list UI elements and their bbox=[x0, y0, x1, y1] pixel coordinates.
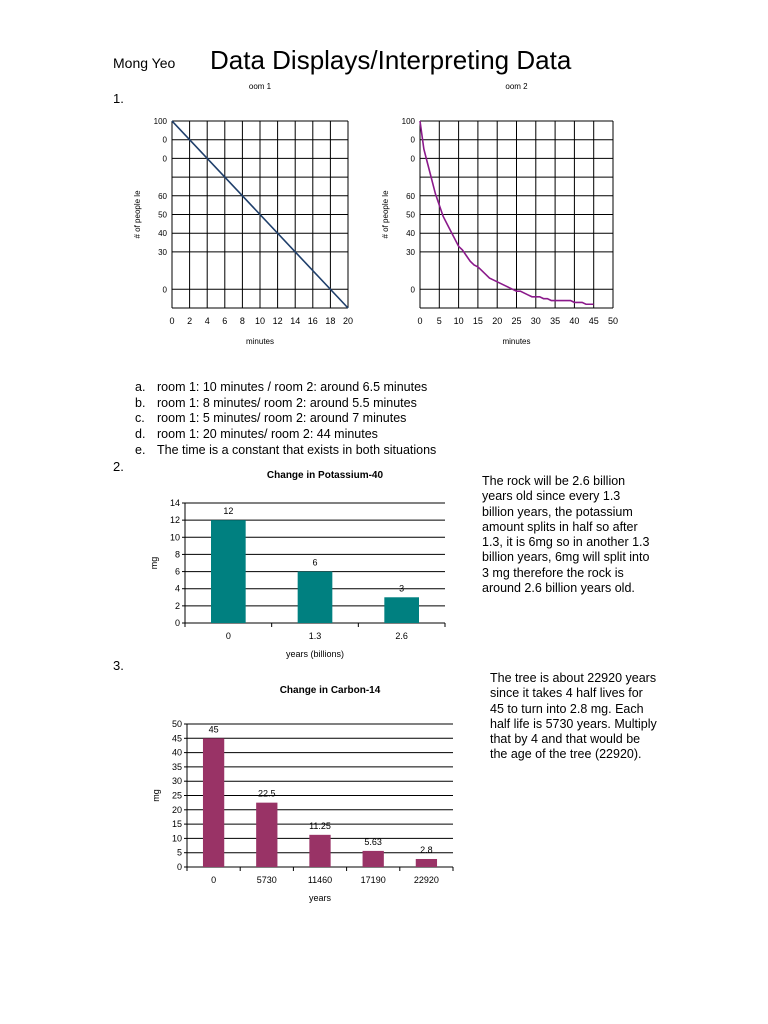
y-tick-label: 60 bbox=[158, 191, 167, 201]
y-tick-label: 0 bbox=[410, 135, 415, 145]
y-tick-label: 30 bbox=[406, 247, 415, 257]
question-2-answer: The rock will be 2.6 billion years old since every 1.3 billion years, the potassium amount splits in half so after 1.3, it is 6mg so in another 1.3 billion years, 6mg will split into 3 mg therefore the rock is around 2.6 billion years old. bbox=[482, 474, 650, 596]
x-tick-label: 40 bbox=[569, 316, 580, 326]
potassium-40-bar-chart bbox=[135, 463, 460, 663]
y-tick-label: 40 bbox=[406, 229, 415, 239]
y-tick-label: 10 bbox=[169, 532, 180, 543]
choice-letter: b. bbox=[135, 395, 146, 410]
bar bbox=[298, 572, 333, 623]
bar bbox=[416, 859, 437, 867]
bar bbox=[309, 835, 330, 867]
x-tick-label: 10 bbox=[254, 316, 266, 326]
question-1-number: 1. bbox=[113, 91, 124, 106]
x-tick-label: 0 bbox=[225, 631, 231, 641]
y-tick-label: 35 bbox=[171, 761, 182, 772]
choice-a bbox=[135, 380, 436, 396]
bar bbox=[211, 520, 246, 623]
bar bbox=[203, 738, 224, 867]
x-tick-label: 35 bbox=[550, 316, 561, 326]
bar bbox=[256, 803, 277, 867]
choice-d bbox=[135, 427, 436, 443]
x-tick-label: 2.6 bbox=[395, 631, 408, 641]
author-name: Mong Yeo bbox=[113, 55, 176, 71]
data-label: 3 bbox=[399, 583, 405, 594]
y-axis-label: # of people le bbox=[133, 190, 142, 239]
choice-e bbox=[135, 443, 436, 459]
y-tick-label: 0 bbox=[174, 618, 180, 628]
y-tick-label: 40 bbox=[171, 747, 182, 758]
choice-letter: c. bbox=[135, 411, 145, 426]
y-tick-label: 50 bbox=[171, 719, 182, 729]
question-2-number: 2. bbox=[113, 459, 124, 474]
x-tick-label: 2 bbox=[187, 316, 193, 326]
x-tick-label: 25 bbox=[511, 316, 522, 326]
bar bbox=[363, 851, 384, 867]
choice-letter: a. bbox=[135, 380, 146, 394]
x-tick-label: 30 bbox=[530, 316, 541, 326]
data-label: 2.8 bbox=[420, 844, 433, 855]
y-tick-label: 8 bbox=[174, 549, 180, 560]
x-tick-label: 18 bbox=[325, 316, 336, 326]
room1-line-chart bbox=[125, 78, 365, 346]
question-1-choices bbox=[135, 380, 436, 459]
y-tick-label: 0 bbox=[162, 285, 167, 295]
y-tick-label: 100 bbox=[153, 117, 167, 126]
x-tick-label: 20 bbox=[492, 316, 503, 326]
x-tick-label: 11460 bbox=[307, 875, 333, 885]
y-tick-label: 60 bbox=[406, 191, 415, 201]
y-axis-label: # of people le bbox=[381, 190, 390, 239]
data-label: 12 bbox=[223, 506, 234, 517]
x-tick-label: 5 bbox=[436, 316, 442, 326]
x-tick-label: 15 bbox=[472, 316, 483, 326]
choice-text: room 1: 20 minutes/ room 2: 44 minutes bbox=[157, 427, 378, 442]
x-axis-label: years (billions) bbox=[285, 649, 345, 659]
carbon-14-bar-chart bbox=[135, 678, 465, 908]
y-tick-label: 40 bbox=[158, 229, 167, 239]
data-label: 22.5 bbox=[258, 788, 276, 799]
y-axis-label: mg bbox=[151, 789, 161, 802]
room2-line-chart bbox=[375, 78, 625, 346]
chart-title: oom 1 bbox=[248, 82, 272, 91]
page-title: Data Displays/Interpreting Data bbox=[210, 45, 572, 75]
x-tick-label: 50 bbox=[607, 316, 619, 326]
question-3-answer: The tree is about 22920 years since it takes 4 half lives for 45 to turn into 2.8 mg. Each half life is 5730 years. Multiply that by 4 and that would be the age of the tree (22920). bbox=[490, 671, 657, 762]
choice-text: The time is a constant that exists in both situations bbox=[157, 442, 437, 457]
chart-title: oom 2 bbox=[505, 82, 528, 91]
choice-text: room 1: 5 minutes/ room 2: around 7 minutes bbox=[157, 411, 407, 426]
x-tick-label: 16 bbox=[307, 316, 318, 326]
y-tick-label: 12 bbox=[169, 515, 180, 526]
y-tick-label: 0 bbox=[410, 285, 415, 295]
bar bbox=[384, 597, 419, 623]
y-tick-label: 6 bbox=[174, 566, 180, 577]
y-tick-label: 45 bbox=[171, 733, 182, 744]
data-line bbox=[420, 121, 594, 304]
chart-title: Change in Potassium-40 bbox=[266, 470, 384, 481]
y-tick-label: 4 bbox=[174, 583, 180, 594]
y-tick-label: 20 bbox=[171, 804, 182, 815]
y-tick-label: 14 bbox=[169, 498, 180, 508]
x-tick-label: 45 bbox=[588, 316, 599, 326]
x-tick-label: 5730 bbox=[256, 875, 277, 885]
x-tick-label: 22920 bbox=[413, 875, 439, 885]
choice-c bbox=[135, 411, 436, 427]
y-tick-label: 0 bbox=[162, 135, 167, 145]
data-label: 5.63 bbox=[364, 836, 382, 847]
chart-title: Change in Carbon-14 bbox=[279, 685, 381, 696]
y-tick-label: 50 bbox=[406, 210, 415, 220]
choice-letter: d. bbox=[135, 427, 146, 442]
x-tick-label: 0 bbox=[169, 316, 175, 326]
y-tick-label: 5 bbox=[176, 847, 182, 858]
y-tick-label: 0 bbox=[176, 862, 182, 872]
x-axis-label: minutes bbox=[245, 337, 275, 346]
x-tick-label: 0 bbox=[417, 316, 423, 326]
choice-letter: e. bbox=[135, 442, 146, 457]
data-label: 45 bbox=[208, 724, 219, 735]
x-tick-label: 10 bbox=[453, 316, 464, 326]
choice-b bbox=[135, 396, 436, 412]
question-3-number: 3. bbox=[113, 658, 124, 673]
y-tick-label: 0 bbox=[410, 154, 415, 164]
y-tick-label: 2 bbox=[174, 600, 180, 611]
y-tick-label: 0 bbox=[162, 154, 167, 164]
x-tick-label: 8 bbox=[239, 316, 245, 326]
choice-text: room 1: 10 minutes / room 2: around 6.5 minutes bbox=[157, 380, 428, 394]
y-axis-label: mg bbox=[149, 556, 159, 570]
y-tick-label: 25 bbox=[171, 790, 182, 801]
x-tick-label: 20 bbox=[342, 316, 354, 326]
x-tick-label: 1.3 bbox=[308, 631, 322, 641]
y-tick-label: 15 bbox=[171, 819, 182, 830]
x-tick-label: 17190 bbox=[360, 875, 386, 885]
y-tick-label: 50 bbox=[158, 210, 167, 220]
x-tick-label: 14 bbox=[290, 316, 301, 326]
data-label: 6 bbox=[312, 557, 318, 568]
x-axis-label: minutes bbox=[502, 337, 531, 346]
x-axis-label: years bbox=[308, 893, 332, 903]
y-tick-label: 30 bbox=[171, 776, 182, 787]
choice-text: room 1: 8 minutes/ room 2: around 5.5 minutes bbox=[157, 395, 417, 410]
y-tick-label: 30 bbox=[158, 247, 167, 257]
y-tick-label: 10 bbox=[171, 833, 182, 844]
x-tick-label: 6 bbox=[222, 316, 228, 326]
y-tick-label: 100 bbox=[401, 117, 415, 126]
x-tick-label: 4 bbox=[204, 316, 210, 326]
data-label: 11.25 bbox=[309, 820, 331, 831]
x-tick-label: 12 bbox=[272, 316, 283, 326]
x-tick-label: 0 bbox=[211, 875, 217, 885]
